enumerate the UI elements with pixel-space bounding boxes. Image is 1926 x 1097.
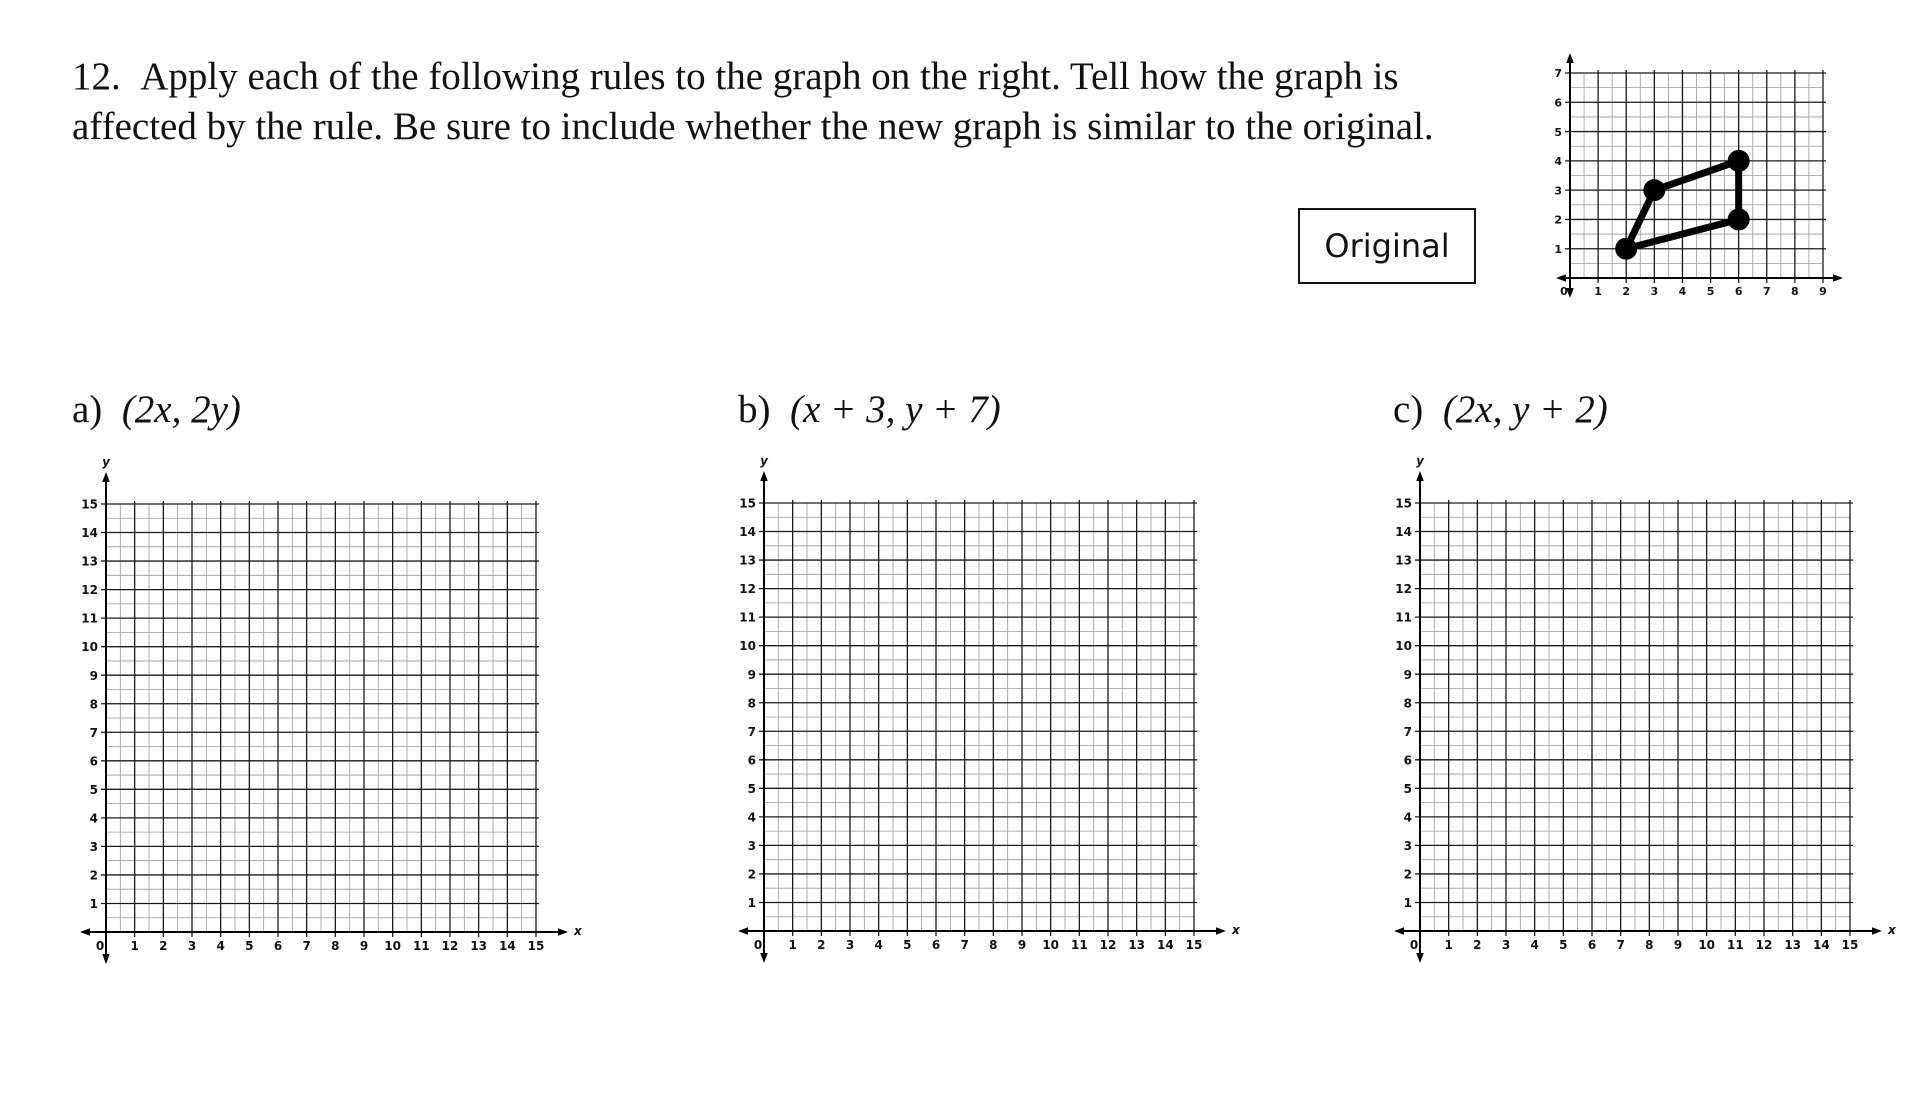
y-tick-label: 8 <box>747 696 756 711</box>
x-tick-label: 1 <box>788 938 797 952</box>
x-tick-label: 8 <box>1791 285 1799 298</box>
y-axis-arrow-down <box>760 953 768 963</box>
y-tick-label: 15 <box>739 496 756 511</box>
y-tick-label: 4 <box>1403 810 1412 825</box>
y-tick-label: 4 <box>1554 155 1562 169</box>
x-tick-label: 6 <box>273 939 283 953</box>
y-tick-label: 6 <box>1403 753 1412 768</box>
x-tick-label: 5 <box>1559 938 1568 952</box>
rule-a-letter: a) <box>72 388 103 431</box>
x-tick-label: 11 <box>1070 938 1088 952</box>
y-tick-label: 2 <box>1403 867 1412 882</box>
x-tick-label: 0 <box>95 939 105 953</box>
y-tick-label: 13 <box>1395 553 1412 568</box>
y-tick-label: 6 <box>1554 96 1562 110</box>
vertex-point <box>1728 150 1750 172</box>
x-tick-label: 4 <box>1530 938 1539 952</box>
x-tick-label: 12 <box>1755 938 1773 952</box>
y-tick-label: 10 <box>1395 639 1412 654</box>
x-tick-label: 0 <box>753 938 763 952</box>
y-tick-label: 2 <box>747 867 756 882</box>
x-tick-label: 9 <box>359 939 369 953</box>
x-tick-label: 8 <box>1645 938 1654 952</box>
y-tick-label: 6 <box>747 753 756 768</box>
x-tick-label: 9 <box>1819 285 1827 298</box>
x-tick-label: 5 <box>245 939 254 953</box>
x-axis-arrow-right <box>1872 927 1882 935</box>
y-tick-label: 8 <box>89 697 98 712</box>
rule-b-expression: (x + 3, y + 7) <box>790 388 1001 431</box>
y-tick-label: 2 <box>89 868 98 883</box>
y-tick-label: 10 <box>739 639 756 654</box>
y-axis-arrow-up <box>1566 53 1574 63</box>
x-tick-label: 3 <box>187 939 197 953</box>
y-tick-label: 5 <box>1554 125 1562 139</box>
vertex-point <box>1615 238 1637 260</box>
y-tick-label: 4 <box>747 810 756 825</box>
x-tick-label: 4 <box>216 939 225 953</box>
rule-c-expression: (2x, y + 2) <box>1442 388 1608 431</box>
y-axis-label: y <box>102 455 110 469</box>
x-axis-label: x <box>1888 923 1896 937</box>
y-tick-label: 12 <box>1395 582 1412 597</box>
rule-a-expression: (2x, 2y) <box>121 388 241 431</box>
x-tick-label: 7 <box>302 939 311 953</box>
y-tick-label: 14 <box>1395 525 1412 540</box>
x-tick-label: 6 <box>931 938 941 952</box>
x-axis-arrow-left <box>80 928 90 936</box>
x-tick-label: 11 <box>412 939 430 953</box>
y-axis-arrow-up <box>760 471 768 481</box>
y-axis-arrow-up <box>1416 471 1424 481</box>
x-axis-arrow-right <box>1833 274 1843 282</box>
problem-number: 12. <box>72 55 121 98</box>
x-tick-label: 14 <box>1812 938 1830 952</box>
x-tick-label: 0 <box>1409 938 1419 952</box>
x-tick-label: 1 <box>130 939 139 953</box>
y-tick-label: 10 <box>81 640 98 655</box>
x-tick-label: 11 <box>1726 938 1744 952</box>
x-tick-label: 2 <box>1473 938 1482 952</box>
y-tick-label: 11 <box>739 610 756 625</box>
y-tick-label: 1 <box>1554 242 1562 256</box>
x-tick-label: 5 <box>903 938 912 952</box>
x-tick-label: 15 <box>1185 938 1203 952</box>
x-tick-label: 1 <box>1594 285 1602 298</box>
graph-orig <box>1554 53 1843 298</box>
graph-b <box>738 454 1241 963</box>
y-tick-label: 1 <box>89 897 98 912</box>
y-axis-arrow-up <box>102 472 110 482</box>
y-tick-label: 13 <box>81 554 98 569</box>
x-tick-label: 4 <box>1678 285 1687 298</box>
x-tick-label: 9 <box>1017 938 1027 952</box>
y-tick-label: 9 <box>89 668 98 683</box>
y-tick-label: 9 <box>747 667 756 682</box>
y-tick-label: 5 <box>1403 781 1412 796</box>
rule-c-letter: c) <box>1393 388 1424 431</box>
x-tick-label: 10 <box>1042 938 1060 952</box>
x-tick-label: 8 <box>331 939 340 953</box>
x-tick-label: 12 <box>1099 938 1117 952</box>
y-tick-label: 12 <box>739 582 756 597</box>
x-axis-label: x <box>574 924 582 938</box>
x-tick-label: 14 <box>1156 938 1174 952</box>
x-tick-label: 10 <box>384 939 402 953</box>
x-tick-label: 13 <box>1784 938 1802 952</box>
y-tick-label: 1 <box>1403 896 1412 911</box>
x-tick-label: 12 <box>441 939 459 953</box>
x-axis-arrow-right <box>558 928 568 936</box>
problem-text: Apply each of the following rules to the graph on the right. Tell how the graph is affected by the rule. Be sure to include whether the new graph is similar to the original. <box>72 55 1434 148</box>
y-tick-label: 13 <box>739 553 756 568</box>
x-tick-label: 14 <box>498 939 516 953</box>
y-tick-label: 3 <box>89 839 98 854</box>
y-tick-label: 11 <box>81 611 98 626</box>
x-axis-arrow-left <box>1394 927 1404 935</box>
x-tick-label: 2 <box>1622 285 1631 298</box>
x-tick-label: 6 <box>1587 938 1597 952</box>
y-tick-label: 8 <box>1403 696 1412 711</box>
x-tick-label: 1 <box>1444 938 1453 952</box>
y-tick-label: 3 <box>1403 838 1412 853</box>
x-tick-label: 3 <box>845 938 855 952</box>
vertex-point <box>1643 179 1665 201</box>
x-tick-label: 15 <box>1841 938 1859 952</box>
graph-a <box>80 455 583 964</box>
y-tick-label: 7 <box>1554 67 1562 81</box>
x-tick-label: 10 <box>1698 938 1716 952</box>
y-tick-label: 2 <box>1554 213 1562 227</box>
y-tick-label: 11 <box>1395 610 1412 625</box>
x-tick-label: 2 <box>817 938 826 952</box>
vertex-point <box>1728 208 1750 230</box>
y-tick-label: 14 <box>739 525 756 540</box>
x-tick-label: 0 <box>1560 285 1568 298</box>
y-tick-label: 6 <box>89 754 98 769</box>
graph-c <box>1394 454 1897 963</box>
y-axis-arrow-down <box>102 954 110 964</box>
y-tick-label: 14 <box>81 526 98 541</box>
x-tick-label: 13 <box>470 939 488 953</box>
y-tick-label: 9 <box>1403 667 1412 682</box>
y-axis-label: y <box>760 454 768 468</box>
y-tick-label: 3 <box>1554 184 1562 198</box>
y-axis-label: y <box>1416 454 1424 468</box>
y-tick-label: 5 <box>89 782 98 797</box>
x-tick-label: 6 <box>1734 285 1743 298</box>
y-tick-label: 5 <box>747 781 756 796</box>
y-tick-label: 7 <box>1403 724 1412 739</box>
y-tick-label: 1 <box>747 896 756 911</box>
x-tick-label: 7 <box>1616 938 1625 952</box>
x-tick-label: 13 <box>1128 938 1146 952</box>
x-tick-label: 15 <box>527 939 545 953</box>
y-axis-arrow-down <box>1416 953 1424 963</box>
x-tick-label: 4 <box>874 938 883 952</box>
y-tick-label: 3 <box>747 838 756 853</box>
x-axis-arrow-left <box>1556 274 1566 282</box>
original-label: Original <box>1324 227 1450 265</box>
x-tick-label: 8 <box>989 938 998 952</box>
x-tick-label: 2 <box>159 939 168 953</box>
x-axis-arrow-right <box>1216 927 1226 935</box>
x-tick-label: 3 <box>1650 285 1659 298</box>
y-tick-label: 15 <box>81 497 98 512</box>
x-axis-arrow-left <box>738 927 748 935</box>
x-tick-label: 9 <box>1673 938 1683 952</box>
x-axis-label: x <box>1232 923 1240 937</box>
y-tick-label: 7 <box>747 724 756 739</box>
y-tick-label: 7 <box>89 725 98 740</box>
x-tick-label: 7 <box>1762 285 1771 298</box>
y-tick-label: 15 <box>1395 496 1412 511</box>
y-tick-label: 12 <box>81 583 98 598</box>
y-tick-label: 4 <box>89 811 98 826</box>
x-tick-label: 3 <box>1501 938 1511 952</box>
rule-b-letter: b) <box>738 388 771 431</box>
x-tick-label: 7 <box>960 938 969 952</box>
x-tick-label: 5 <box>1706 285 1715 298</box>
